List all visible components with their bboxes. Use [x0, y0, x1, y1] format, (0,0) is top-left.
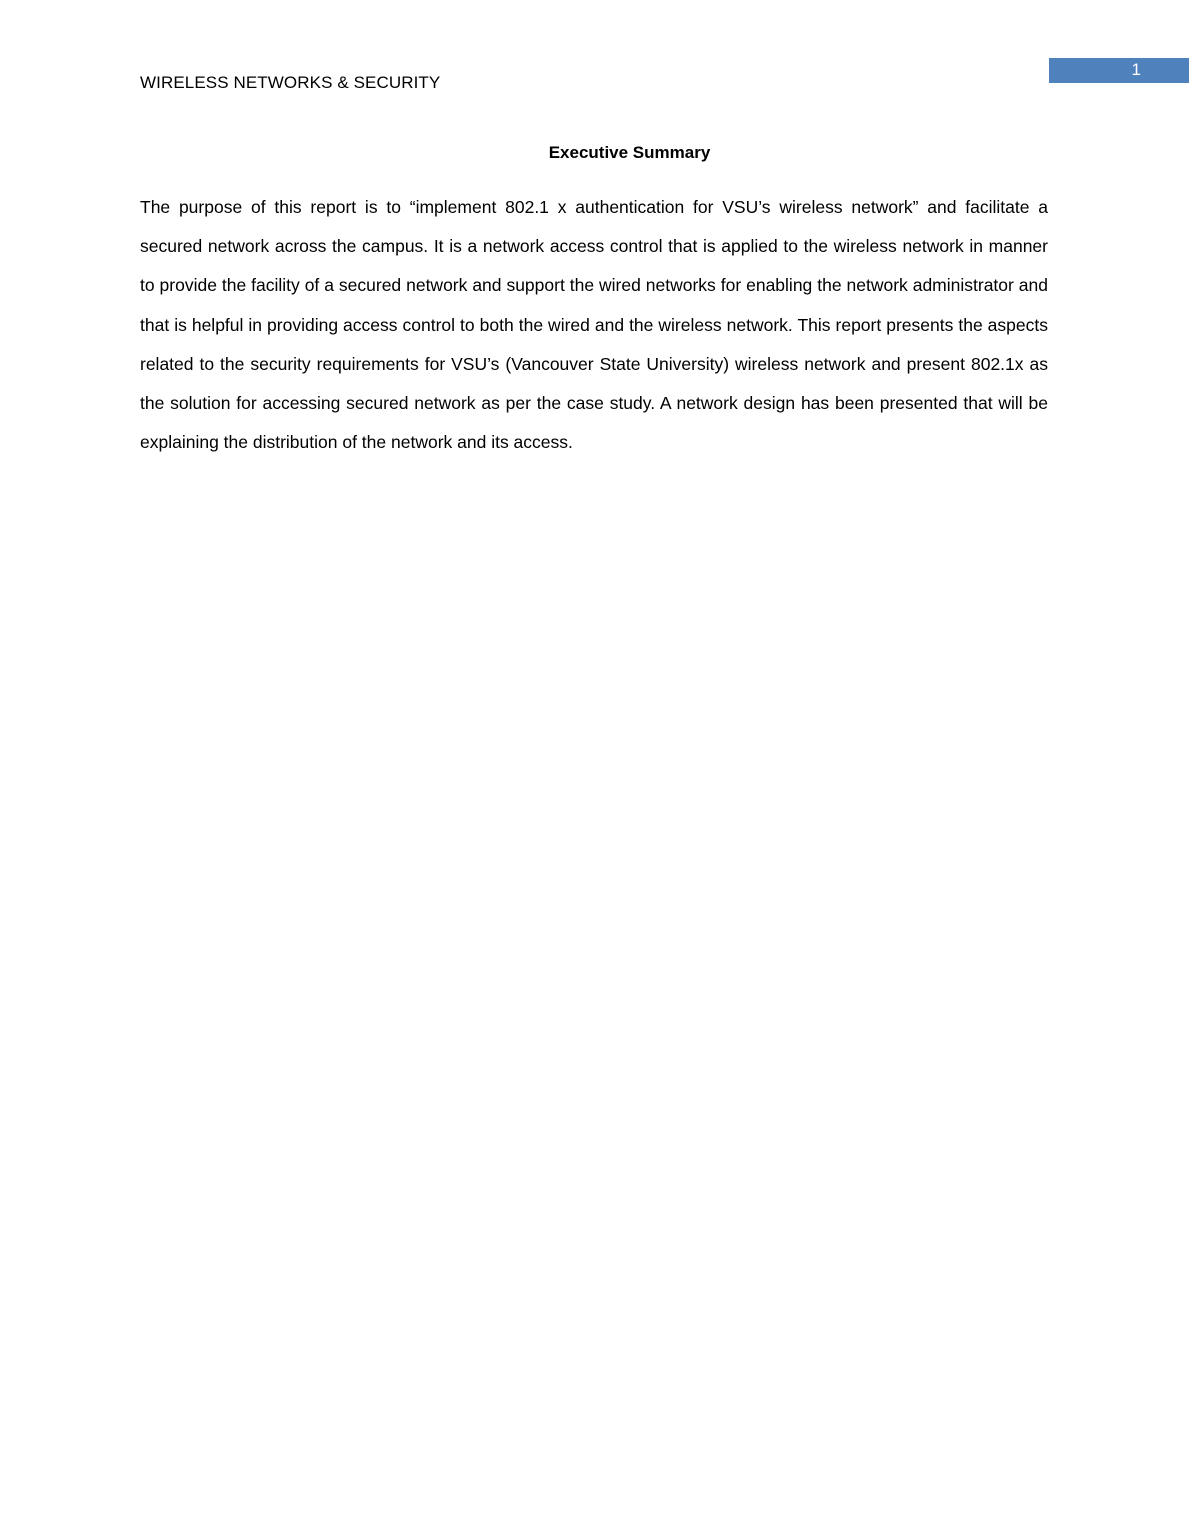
section-title: Executive Summary	[548, 143, 711, 162]
executive-summary-paragraph: The purpose of this report is to “implement 802.1 x authentication for VSU’s wireless network” and facilitate a secured network across the campus. It is a network access control that is applied to the wireless network in manner to provide the facility of a secured network and support the wired networks for enabling the network administrator and that is helpful in providing access control to both the wired and the wireless network. This report presents the aspects related to the security requirements for VSU’s (Vancouver State University) wireless network and present 802.1x as the solution for accessing secured network as per the case study. A network design has been presented that will be explaining the distribution of the network and its access.	[140, 197, 1048, 453]
page-number-badge	[1049, 58, 1189, 83]
page-number: 1	[1131, 60, 1141, 79]
running-head-title: WIRELESS NETWORKS & SECURITY	[140, 73, 441, 92]
